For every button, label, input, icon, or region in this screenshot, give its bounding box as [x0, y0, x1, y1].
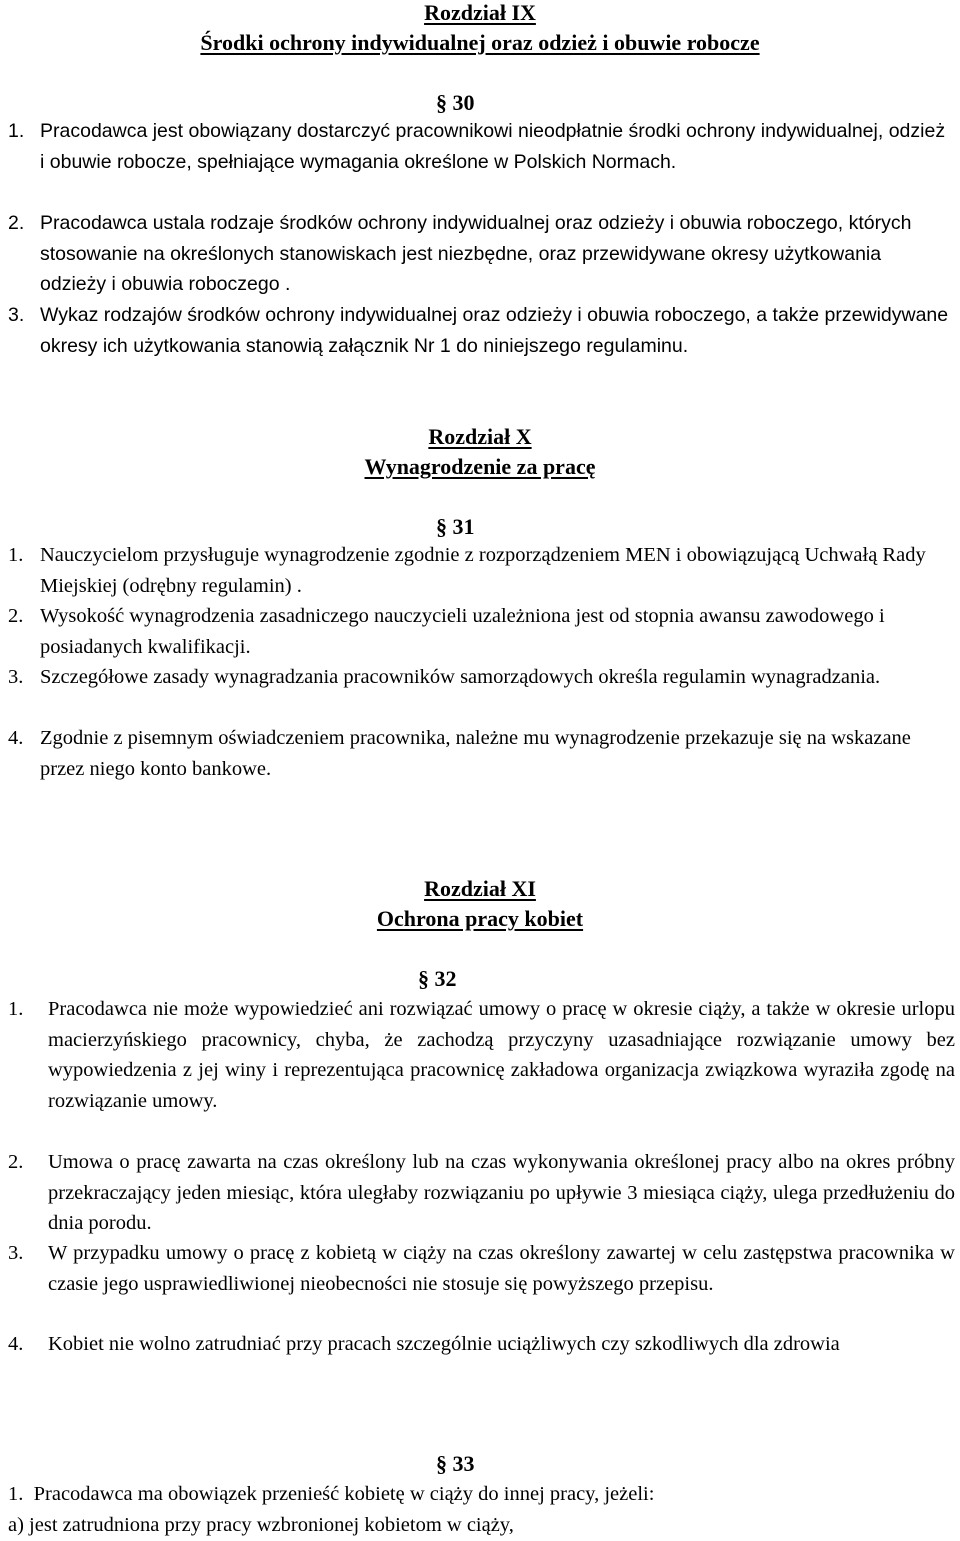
list-item [8, 662, 952, 693]
item-text: Wykaz rodzajów środków ochrony indywidualnej oraz odzieży i obuwia roboczego, a także przewidywane okresy ich użytkowania stanowią załącznik Nr 1 do niniejszego regulaminu. [40, 304, 949, 357]
item-text: Pracodawca ustala rodzaje środków ochrony indywidualnej oraz odzieży i obuwia roboczego, których stosowanie na określonych stanowiskach jest niezbędne, oraz przewidywane okresy użytkowania odzieży i obuwia roboczego . [40, 212, 912, 295]
item-number: 3. [8, 1242, 24, 1264]
item-text: Pracodawca nie może wypowiedzieć ani rozwiązać umowy o pracę w okresie ciąży, a także w okresie urlopu macierzyńskiego pracownicy, chyba, że zachodzą przyczyny uzasadniające rozwiązanie umowy bez wypowiedzenia z jej winy i reprezentująca pracownicę zakładowa organizacja związkowa wyraziła zgodę na rozwiązanie umowy. [48, 998, 955, 1112]
item-number: 1. [8, 998, 24, 1020]
item-text: Nauczycielom przysługuje wynagrodzenie zgodnie z rozporządzeniem MEN i obowiązującą Uchwałą Rady Miejskiej (odrębny regulamin) . [40, 544, 926, 597]
list-item [8, 1147, 955, 1239]
item-text: Pracodawca jest obowiązany dostarczyć pracownikowi nieodpłatnie środki ochrony indywidualnej, odzież i obuwie robocze, spełniające wymagania określone w Polskich Normach. [40, 120, 946, 173]
item-text: W przypadku umowy o pracę z kobietą w ciąży na czas określony zawartej w celu zastępstwa pracownika w czasie jego usprawiedliwionej nieobecności nie stosuje się powyższego przepisu. [48, 1242, 955, 1295]
list-item [8, 601, 952, 662]
item-text: Kobiet nie wolno zatrudniać przy pracach szczególnie uciążliwych czy szkodliwych dla zdrowia [48, 1333, 840, 1355]
list-item [8, 1329, 955, 1360]
list-item [8, 1238, 955, 1299]
paragraph-31-number: § 31 [436, 514, 475, 539]
paragraph-32-number: § 32 [418, 966, 457, 991]
paragraph-33-line-1: 1. Pracodawca ma obowiązek przenieść kobietę w ciąży do innej pracy, jeżeli: [8, 1483, 655, 1505]
chapter-9-title: Rozdział IX [424, 0, 536, 25]
chapter-10-title: Rozdział X [428, 424, 532, 449]
item-number: 3. [8, 304, 25, 326]
item-number: 2. [8, 1151, 24, 1173]
item-number: 2. [8, 605, 24, 627]
list-item [8, 723, 952, 784]
item-text: Wysokość wynagrodzenia zasadniczego nauczycieli uzależniona jest od stopnia awansu zawodowego i posiadanych kwalifikacji. [40, 605, 885, 658]
chapter-10-subtitle: Wynagrodzenie za pracę [364, 454, 596, 479]
item-number: 1. [8, 120, 25, 142]
chapter-11-title: Rozdział XI [424, 876, 536, 901]
chapter-9-subtitle: Środki ochrony indywidualnej oraz odzież i obuwie robocze [200, 30, 760, 55]
item-text: Umowa o pracę zawarta na czas określony lub na czas wykonywania określonej pracy albo na okres próbny przekraczający jeden miesiąc, która uległaby rozwiązaniu po upływie 3 miesiąca ciąży, ulega przedłużeniu do dnia porodu. [48, 1151, 955, 1234]
paragraph-33-number: § 33 [436, 1451, 475, 1476]
list-item [8, 994, 955, 1116]
list-item [8, 300, 952, 361]
item-number: 4. [8, 727, 24, 749]
list-item [8, 540, 952, 601]
item-number: 2. [8, 212, 25, 234]
item-number: 3. [8, 666, 24, 688]
item-text: Zgodnie z pisemnym oświadczeniem pracownika, należne mu wynagrodzenie przekazuje się na wskazane przez niego konto bankowe. [40, 727, 911, 780]
paragraph-33-line-2: a) jest zatrudniona przy pracy wzbronionej kobietom w ciąży, [8, 1514, 514, 1536]
list-item [8, 116, 952, 177]
list-item [8, 208, 952, 300]
paragraph-30-number: § 30 [436, 90, 475, 115]
item-number: 4. [8, 1333, 24, 1355]
item-text: Szczegółowe zasady wynagradzania pracowników samorządowych określa regulamin wynagradzania. [40, 666, 881, 688]
item-number: 1. [8, 544, 24, 566]
chapter-11-subtitle: Ochrona pracy kobiet [376, 906, 584, 931]
